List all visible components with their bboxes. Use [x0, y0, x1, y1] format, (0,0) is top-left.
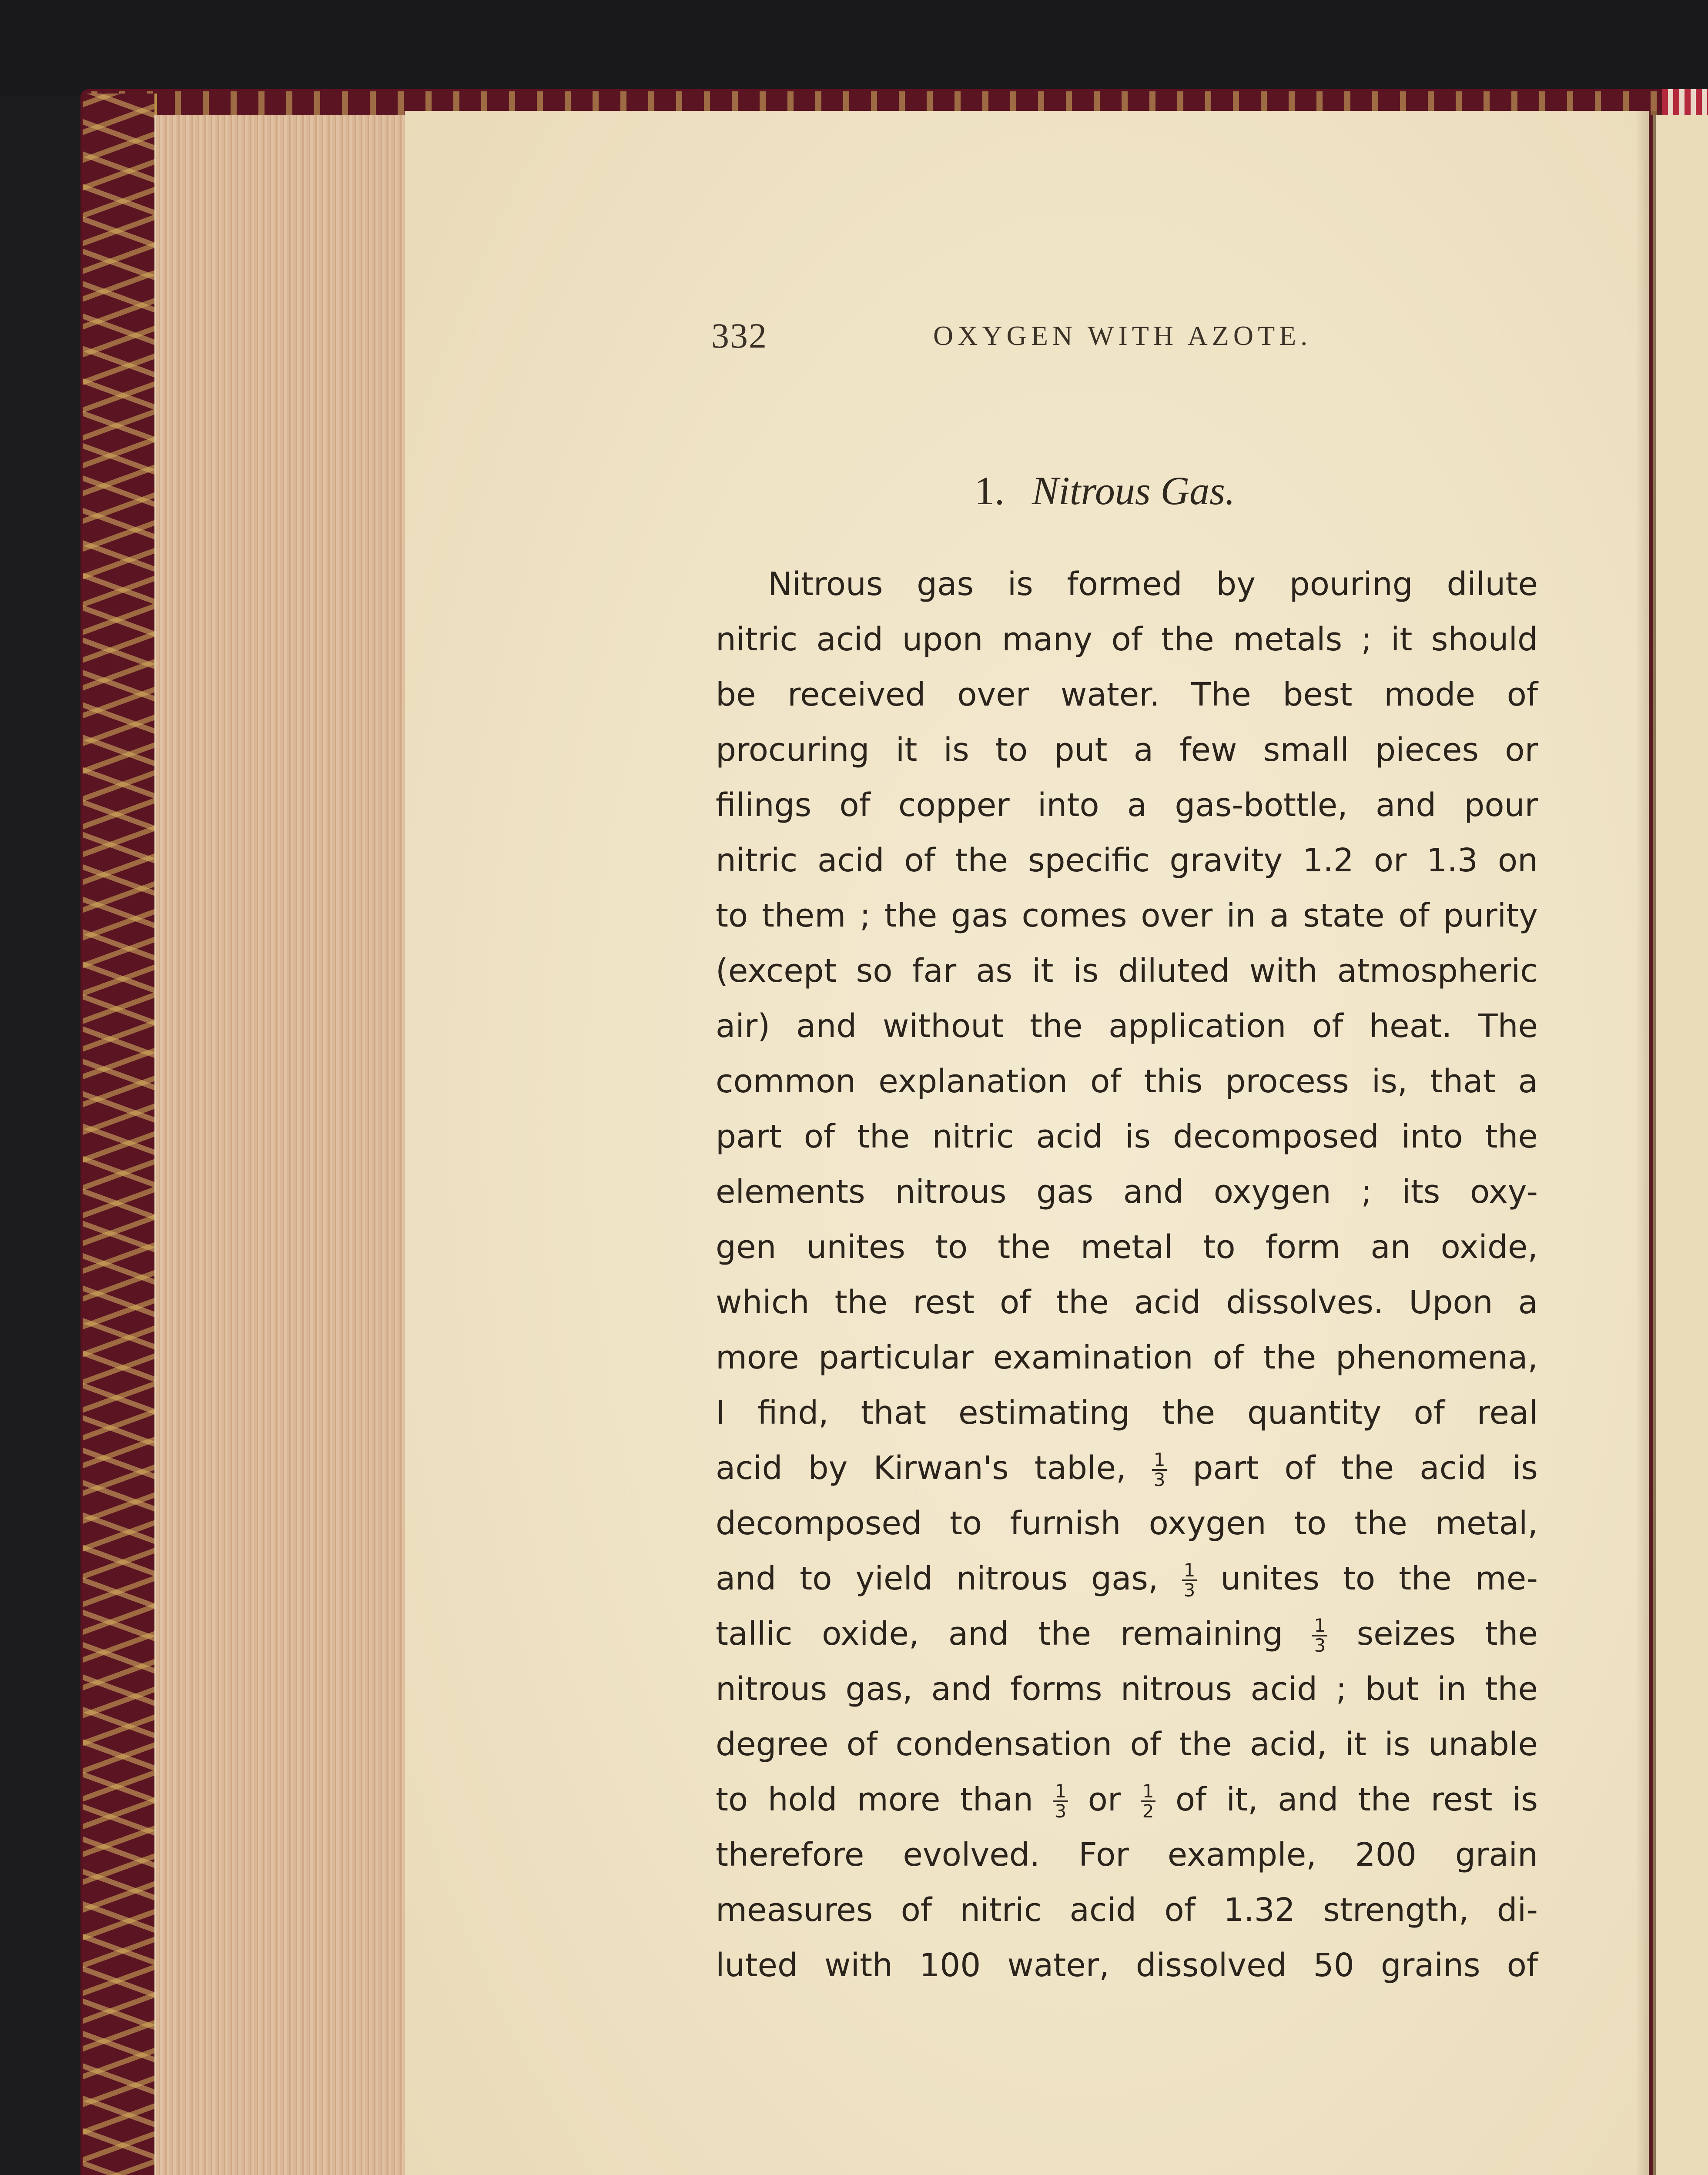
text-line — [716, 1551, 1538, 1606]
text-segment: air) and without the application of heat. The — [716, 1007, 1538, 1045]
text-line — [716, 833, 1538, 888]
fraction-numerator: 1 — [1053, 1782, 1068, 1802]
background — [0, 0, 1708, 96]
text-segment: (except so far as it is diluted with atmospheric — [716, 952, 1538, 990]
fraction-denominator: 2 — [1142, 1800, 1154, 1822]
text-line — [716, 1441, 1538, 1496]
text-line — [716, 1827, 1538, 1883]
text-line — [716, 1717, 1538, 1772]
text-line — [716, 1330, 1538, 1385]
text-line — [716, 1054, 1538, 1109]
fraction-numerator: 1 — [1182, 1561, 1197, 1581]
text-segment: elements nitrous gas and oxygen ; its oxy- — [716, 1173, 1538, 1211]
text-line — [716, 1606, 1538, 1662]
text-segment: therefore evolved. For example, 200 grain — [716, 1836, 1538, 1874]
text-segment: nitrous gas, and forms nitrous acid ; but in the — [716, 1670, 1538, 1708]
fraction — [1152, 1451, 1167, 1489]
section-title: Nitrous Gas. — [1032, 468, 1235, 513]
text-segment: tallic oxide, and the remaining — [716, 1615, 1313, 1653]
text-segment: Nitrous gas is formed by pouring dilute — [768, 566, 1538, 603]
text-segment: part of the acid is — [1167, 1449, 1538, 1487]
text-segment: to hold more than — [716, 1781, 1053, 1818]
section-heading — [975, 468, 1235, 514]
running-title: OXYGEN WITH AZOTE. — [933, 320, 1312, 351]
fraction — [1053, 1782, 1068, 1820]
fraction-numerator: 1 — [1312, 1616, 1327, 1636]
fraction-numerator: 1 — [1141, 1782, 1156, 1802]
text-segment: acid by Kirwan's table, — [716, 1449, 1152, 1487]
text-line — [716, 1385, 1538, 1441]
text-segment: gen unites to the metal to form an oxide, — [716, 1228, 1538, 1266]
text-line — [716, 667, 1538, 723]
fraction — [1312, 1616, 1327, 1655]
text-segment: filings of copper into a gas-bottle, and pour — [716, 786, 1538, 824]
text-segment: degree of condensation of the acid, it is unable — [716, 1726, 1538, 1763]
text-line — [716, 1496, 1538, 1551]
text-line — [716, 999, 1538, 1054]
fraction-denominator: 3 — [1153, 1469, 1165, 1491]
text-segment: of it, and the rest is — [1155, 1781, 1538, 1818]
text-line — [716, 1220, 1538, 1275]
fraction-denominator: 3 — [1055, 1800, 1067, 1822]
text-line — [716, 557, 1538, 612]
text-line — [716, 944, 1538, 999]
text-segment: to them ; the gas comes over in a state of purity — [716, 897, 1538, 934]
body-text — [716, 557, 1538, 1993]
text-line — [716, 1662, 1538, 1717]
text-segment: which the rest of the acid dissolves. Upon a — [716, 1284, 1538, 1321]
text-segment: more particular examination of the phenomena, — [716, 1339, 1538, 1376]
text-segment: decomposed to furnish oxygen to the metal, — [716, 1505, 1538, 1542]
text-segment: procuring it is to put a few small pieces or — [716, 731, 1538, 769]
text-segment: seizes the — [1327, 1615, 1538, 1653]
text-line — [716, 1275, 1538, 1330]
text-segment: part of the nitric acid is decomposed into the — [716, 1118, 1538, 1155]
text-line — [716, 1938, 1538, 1993]
text-segment: or — [1068, 1781, 1141, 1818]
text-segment: measures of nitric acid of 1.32 strength, di- — [716, 1891, 1538, 1929]
text-segment: nitric acid of the specific gravity 1.2 or 1.3 on — [716, 842, 1538, 879]
facing-page-edge — [1653, 115, 1708, 2175]
text-segment: unites to the me- — [1197, 1560, 1538, 1597]
text-line — [716, 1164, 1538, 1220]
text-line — [716, 723, 1538, 778]
fraction-denominator: 3 — [1314, 1635, 1326, 1656]
page-number: 332 — [711, 316, 767, 355]
fraction — [1182, 1561, 1197, 1599]
text-line — [716, 1109, 1538, 1164]
text-segment: be received over water. The best mode of — [716, 676, 1538, 713]
text-line — [716, 612, 1538, 667]
text-segment: luted with 100 water, dissolved 50 grains of — [716, 1947, 1538, 1984]
text-segment: and to yield nitrous gas, — [716, 1560, 1182, 1597]
gilt-border-left — [83, 94, 157, 2175]
text-segment: common explanation of this process is, that a — [716, 1063, 1538, 1100]
section-number: 1. — [975, 468, 1005, 513]
text-line — [716, 1772, 1538, 1827]
text-line — [716, 778, 1538, 833]
text-segment: I find, that estimating the quantity of real — [716, 1394, 1538, 1432]
text-line — [716, 1883, 1538, 1938]
fraction-numerator: 1 — [1152, 1451, 1167, 1471]
running-head — [711, 315, 1581, 368]
fraction-denominator: 3 — [1183, 1579, 1196, 1601]
page-edges — [154, 115, 409, 2175]
text-line — [716, 888, 1538, 944]
text-segment: nitric acid upon many of the metals ; it should — [716, 621, 1538, 658]
fraction — [1141, 1782, 1156, 1820]
